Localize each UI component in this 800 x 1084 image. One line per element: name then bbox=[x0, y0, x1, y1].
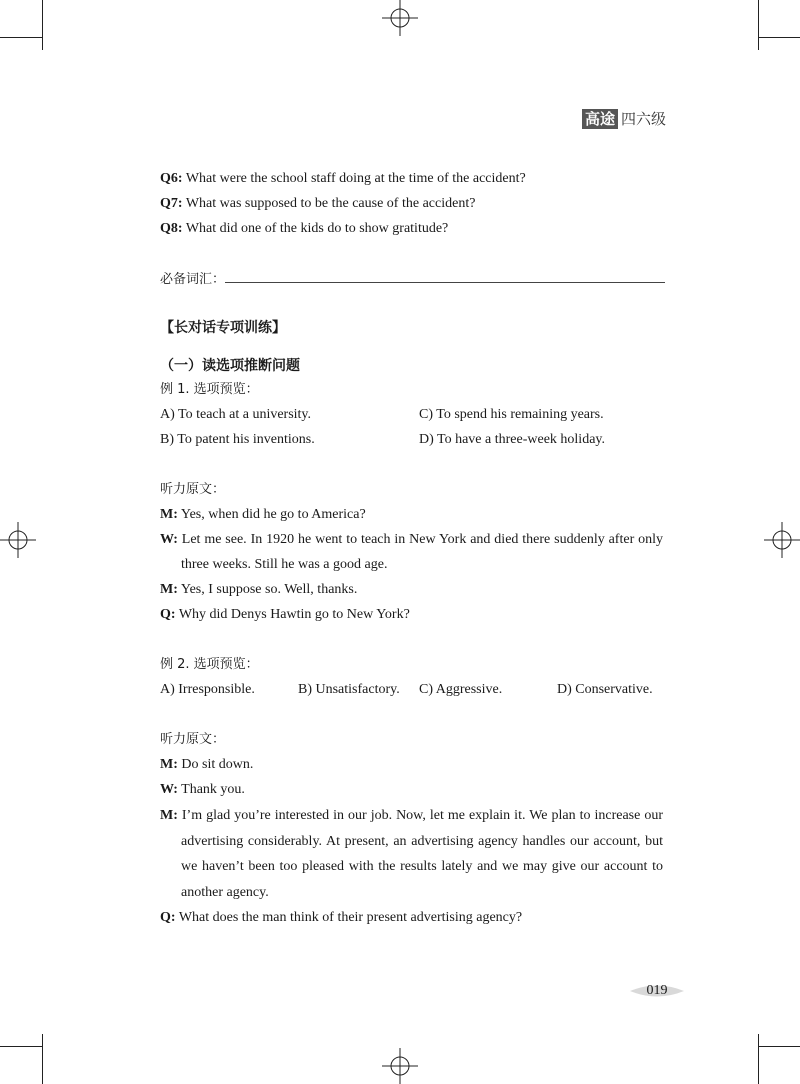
question-text: What were the school staff doing at the time of the accident? bbox=[185, 171, 526, 186]
dialogue-text: Let me see. In 1920 he went to teach in New York and died there suddenly after only bbox=[181, 532, 664, 547]
dialogue-continuation: three weeks. Still he was a good age. bbox=[181, 557, 388, 572]
dialogue-line bbox=[160, 606, 410, 624]
transcript-label: 听力原文： bbox=[160, 482, 226, 497]
crop-mark bbox=[758, 1034, 759, 1084]
dialogue-line bbox=[160, 807, 663, 825]
dialogue-line bbox=[160, 581, 357, 599]
speaker-label: W: bbox=[160, 532, 178, 547]
crop-mark bbox=[42, 0, 43, 50]
dialogue-line bbox=[160, 506, 366, 524]
dialogue-text: I’m glad you’re interested in our job. Now, let me explain it. We plan to increase our bbox=[181, 808, 663, 823]
page-number-badge bbox=[630, 982, 684, 1000]
section-title: 【长对话专项训练】 bbox=[160, 320, 286, 336]
speaker-label: Q: bbox=[160, 910, 176, 925]
registration-mark-icon bbox=[0, 522, 36, 558]
speaker-label: M: bbox=[160, 582, 178, 597]
example1-label: 例 1. 选项预览： bbox=[160, 382, 259, 397]
brand-logo-box: 高途 bbox=[582, 109, 618, 129]
dialogue-text: Yes, I suppose so. Well, thanks. bbox=[180, 582, 358, 597]
dialogue-text: Do sit down. bbox=[181, 757, 254, 772]
option-c: C) To spend his remaining years. bbox=[419, 407, 604, 422]
page-number: 019 bbox=[646, 983, 668, 998]
option-a: A) To teach at a university. bbox=[160, 407, 312, 422]
question-label: Q6: bbox=[160, 171, 183, 186]
option-b: B) Unsatisfactory. bbox=[298, 682, 400, 697]
vocab-blank bbox=[225, 270, 665, 283]
question-line bbox=[160, 170, 526, 188]
header-brand bbox=[582, 109, 666, 129]
dialogue-continuation: another agency. bbox=[181, 885, 269, 900]
transcript-label: 听力原文： bbox=[160, 732, 226, 747]
option-b: B) To patent his inventions. bbox=[160, 432, 315, 447]
dialogue-line bbox=[160, 531, 663, 549]
question-label: Q7: bbox=[160, 196, 183, 211]
dialogue-line bbox=[160, 756, 253, 774]
crop-mark bbox=[758, 0, 759, 50]
question-text: What was supposed to be the cause of the accident? bbox=[185, 196, 476, 211]
registration-mark-icon bbox=[382, 1048, 418, 1084]
question-line bbox=[160, 220, 448, 238]
dialogue-line bbox=[160, 909, 522, 927]
example2-label: 例 2. 选项预览： bbox=[160, 657, 259, 672]
dialogue-text: What does the man think of their present advertising agency? bbox=[178, 910, 523, 925]
question-text: What did one of the kids do to show gratitude? bbox=[185, 221, 449, 236]
option-c: C) Aggressive. bbox=[419, 682, 503, 697]
speaker-label: M: bbox=[160, 757, 178, 772]
vocab-label: 必备词汇： bbox=[160, 272, 226, 287]
dialogue-text: Thank you. bbox=[181, 782, 245, 797]
question-label: Q8: bbox=[160, 221, 183, 236]
crop-mark bbox=[0, 1046, 42, 1047]
crop-mark bbox=[42, 1034, 43, 1084]
crop-mark bbox=[0, 37, 42, 38]
speaker-label: M: bbox=[160, 808, 178, 823]
speaker-label: Q: bbox=[160, 607, 176, 622]
dialogue-line bbox=[160, 781, 245, 799]
question-line bbox=[160, 195, 475, 213]
speaker-label: M: bbox=[160, 507, 178, 522]
subsection-title: （一）读选项推断问题 bbox=[160, 358, 300, 374]
registration-mark-icon bbox=[382, 0, 418, 36]
option-a: A) Irresponsible. bbox=[160, 682, 255, 697]
dialogue-continuation: we haven’t been too pleased with the results lately and we may give our account to bbox=[181, 859, 663, 874]
dialogue-continuation: advertising considerably. At present, an advertising agency handles our account, but bbox=[181, 834, 663, 849]
option-d: D) To have a three-week holiday. bbox=[419, 432, 605, 447]
dialogue-text: Yes, when did he go to America? bbox=[180, 507, 366, 522]
option-d: D) Conservative. bbox=[557, 682, 653, 697]
speaker-label: W: bbox=[160, 782, 178, 797]
registration-mark-icon bbox=[764, 522, 800, 558]
dialogue-text: Why did Denys Hawtin go to New York? bbox=[178, 607, 410, 622]
crop-mark bbox=[758, 37, 800, 38]
crop-mark bbox=[758, 1046, 800, 1047]
brand-subtitle: 四六级 bbox=[621, 110, 667, 128]
vocab-line bbox=[160, 270, 665, 289]
